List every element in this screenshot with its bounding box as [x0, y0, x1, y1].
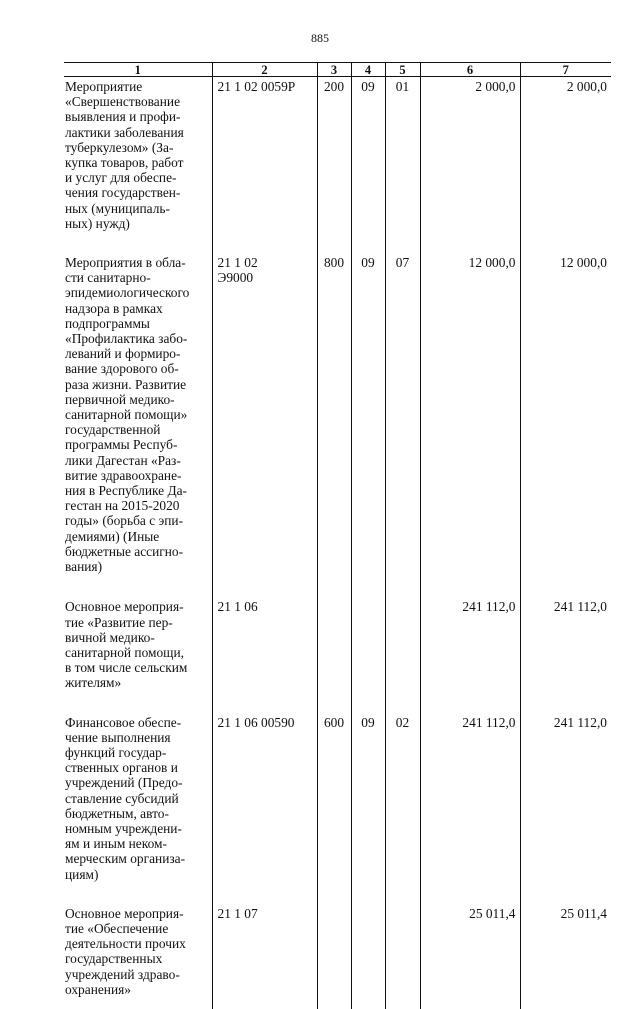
row-col7-cell: 25 011,4 — [520, 882, 611, 997]
row-col4-cell — [351, 574, 385, 690]
row-name-line: ставление субсидий — [65, 790, 179, 806]
row-name-line: программы Респуб- — [65, 437, 178, 453]
row-name-line: купка товаров, работ — [65, 155, 184, 171]
spacer-cell — [351, 997, 385, 1009]
spacer-cell — [520, 997, 611, 1009]
row-name-line: в том числе сельским — [65, 660, 188, 676]
row-name-line: чение выполнения — [65, 729, 171, 745]
row-col5-cell: 02 — [385, 691, 420, 882]
row-name-line: ям и иным неком- — [65, 836, 167, 852]
row-name-line: и услуг для обеспе- — [65, 170, 177, 186]
row-name-line: выявления и профи- — [65, 109, 181, 125]
row-name-line: государственной — [65, 422, 161, 438]
row-name-line: чения государствен- — [65, 185, 181, 201]
row-name-cell — [64, 77, 212, 232]
row-name-line: ных) нужд) — [65, 215, 130, 231]
row-name-line: учреждений (Предо- — [65, 775, 183, 791]
table-row — [64, 882, 611, 997]
table-bottom-spacer — [64, 997, 611, 1009]
row-name-cell — [64, 691, 212, 882]
row-name-line: раза жизни. Развитие — [65, 376, 187, 392]
row-code-part: Э9000 — [217, 270, 254, 286]
row-name-line: Мероприятие — [65, 79, 143, 94]
row-name-line: санитарной помощи» — [65, 407, 188, 423]
row-name-line: витие здравоохране- — [65, 467, 182, 483]
row-col5-cell — [385, 882, 420, 997]
row-col6-cell: 25 011,4 — [420, 882, 520, 997]
row-col3-cell — [317, 574, 351, 690]
row-name-line: тие «Обеспечение — [65, 920, 169, 936]
spacer-cell — [212, 997, 317, 1009]
row-col5-cell — [385, 574, 420, 690]
row-name-line: вания) — [65, 559, 103, 575]
row-name-line: первичной медико- — [65, 391, 175, 407]
row-name-line: вичной медико- — [65, 629, 155, 645]
row-code-cell — [212, 882, 317, 997]
row-name-line: годы» (борьба с эпи- — [65, 513, 184, 529]
row-col6-cell: 2 000,0 — [420, 77, 520, 232]
row-name-cell — [64, 882, 212, 997]
row-name-line: ственных органов и — [65, 760, 178, 776]
page-number: 885 — [311, 31, 329, 45]
row-code-part: 21 1 06 — [217, 599, 258, 615]
row-name-line: деятельности прочих — [65, 936, 186, 952]
spacer-cell — [385, 997, 420, 1009]
col-header-5: 5 — [385, 63, 420, 77]
row-col4-cell: 09 — [351, 77, 385, 232]
row-name-line: мерческим организа- — [65, 851, 186, 867]
row-name-line: туберкулезом» (За- — [65, 139, 174, 155]
row-col7-cell: 241 112,0 — [520, 691, 611, 882]
table-row — [64, 77, 611, 232]
row-name-cell — [64, 574, 212, 690]
row-col4-cell: 09 — [351, 691, 385, 882]
row-col4-cell: 09 — [351, 231, 385, 574]
row-name-line: надзора в рамках — [65, 300, 163, 316]
row-col6-cell: 12 000,0 — [420, 231, 520, 574]
budget-table — [64, 62, 611, 1009]
row-name-line: Основное мероприя- — [65, 905, 184, 921]
row-name-line: эпидемиологического — [65, 285, 190, 301]
row-name-line: гестан на 2015-2020 — [65, 498, 180, 514]
row-code-cell — [212, 77, 317, 232]
row-col5-cell: 01 — [385, 77, 420, 232]
row-code-part: 21 1 02 0059Р — [217, 79, 296, 94]
col-header-4: 4 — [351, 63, 385, 77]
row-name-line: лактики заболевания — [65, 124, 184, 140]
col-header-2: 2 — [212, 63, 317, 77]
row-name-line: санитарной помощи, — [65, 644, 185, 660]
row-name-cell — [64, 231, 212, 574]
row-col7-cell: 241 112,0 — [520, 574, 611, 690]
table-row — [64, 231, 611, 574]
row-col4-cell — [351, 882, 385, 997]
row-code-cell — [212, 231, 317, 574]
row-col6-cell: 241 112,0 — [420, 691, 520, 882]
col-header-1: 1 — [64, 63, 212, 77]
row-code-part: 21 1 02 — [217, 255, 258, 271]
row-col3-cell — [317, 882, 351, 997]
row-name-line: ных (муниципаль- — [65, 200, 170, 216]
row-name-line: жителям» — [65, 675, 122, 691]
spacer-cell — [317, 997, 351, 1009]
row-col3-cell: 800 — [317, 231, 351, 574]
row-name-line: «Свершенствование — [65, 94, 181, 110]
row-name-line: номным учреждени- — [65, 820, 182, 836]
row-name-line: охранения» — [65, 981, 131, 997]
row-name-line: леваний и формиро- — [65, 346, 181, 362]
col-header-7: 7 — [520, 63, 611, 77]
row-name-line: функций государ- — [65, 744, 167, 760]
row-name-line: «Профилактика забо- — [65, 331, 188, 347]
row-name-line: бюджетные ассигно- — [65, 543, 184, 559]
row-name-line: Мероприятия в обла- — [65, 255, 186, 271]
row-name-line: лики Дагестан «Раз- — [65, 452, 181, 468]
spacer-cell — [64, 997, 212, 1009]
row-name-line: Финансовое обеспе- — [65, 714, 182, 730]
row-name-line: бюджетным, авто- — [65, 805, 169, 821]
row-name-line: ния в Республике Да- — [65, 483, 188, 499]
row-name-line: подпрограммы — [65, 315, 150, 331]
table-row — [64, 574, 611, 690]
row-col6-cell: 241 112,0 — [420, 574, 520, 690]
col-header-6: 6 — [420, 63, 520, 77]
col-header-3: 3 — [317, 63, 351, 77]
row-name-line: учреждений здраво- — [65, 966, 180, 982]
row-code-part: 21 1 06 00590 — [217, 714, 295, 730]
row-name-line: циям) — [65, 866, 99, 882]
spacer-cell — [420, 997, 520, 1009]
row-col3-cell: 200 — [317, 77, 351, 232]
row-name-line: государственных — [65, 951, 163, 967]
row-code-part: 21 1 07 — [217, 905, 258, 921]
row-col7-cell: 2 000,0 — [520, 77, 611, 232]
header-row — [64, 63, 611, 77]
row-name-line: демиями) (Иные — [65, 528, 160, 544]
row-code-cell — [212, 574, 317, 690]
row-name-line: сти санитарно- — [65, 270, 151, 286]
row-col3-cell: 600 — [317, 691, 351, 882]
table-row — [64, 691, 611, 882]
row-col5-cell: 07 — [385, 231, 420, 574]
row-name-line: вание здорового об- — [65, 361, 179, 377]
row-code-cell — [212, 691, 317, 882]
row-name-line: тие «Развитие пер- — [65, 614, 173, 630]
row-name-line: Основное мероприя- — [65, 599, 184, 615]
row-col7-cell: 12 000,0 — [520, 231, 611, 574]
